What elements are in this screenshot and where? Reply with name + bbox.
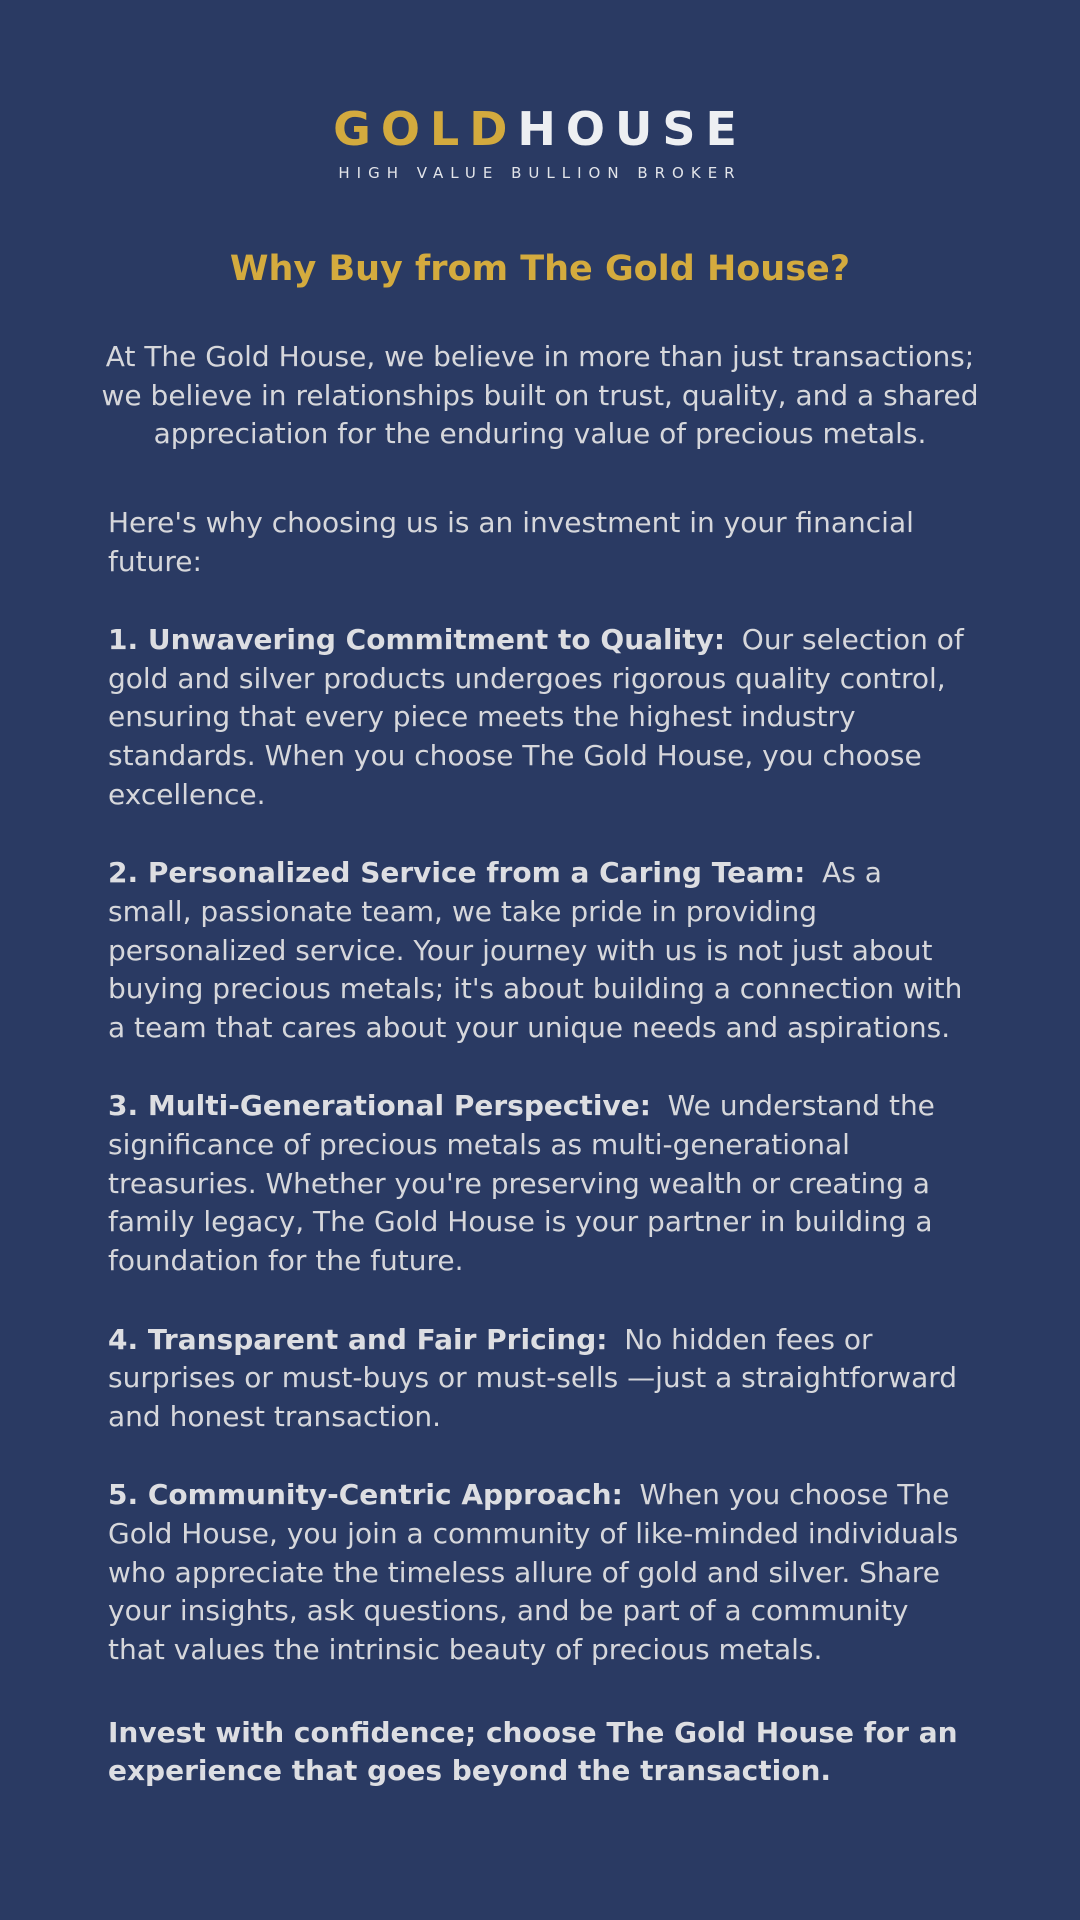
- brand-wordmark: [0, 102, 1080, 156]
- reason-1-label: 1. Unwavering Commitment to Quality:: [108, 623, 726, 657]
- reason-4-body: No hidden fees or surprises or must-buys or must-sells —just a straightforward and honest transaction.: [108, 1322, 958, 1433]
- reason-3-body: We understand the significance of precious metals as multi-generational treasuries. Whether you're preserving wealth or creating a family legacy, The Gold House is your partner in building a foundation for the future.: [108, 1089, 935, 1277]
- content-column: [0, 504, 1080, 1791]
- brand-logo: [0, 0, 1080, 182]
- logo-house-text: HOUSE: [517, 102, 747, 156]
- reason-5-body: When you choose The Gold House, you join a community of like-minded individuals who appreciate the timeless allure of gold and silver. Share your insights, ask questions, and be part of a community that values the intrinsic beauty of precious metals.: [108, 1478, 959, 1666]
- reason-item-1: [108, 621, 972, 814]
- logo-tagline: HIGH VALUE BULLION BROKER: [338, 164, 742, 182]
- reason-2-body: As a small, passionate team, we take pride in providing personalized service. Your journey with us is not just about buying precious metals; it's about building a connection with a team that cares about your unique needs and aspirations.: [108, 856, 963, 1044]
- reason-2-label: 2. Personalized Service from a Caring Team:: [108, 856, 806, 890]
- reason-3-label: 3. Multi-Generational Perspective:: [108, 1089, 651, 1123]
- closing-statement: Invest with confidence; choose The Gold House for an experience that goes beyond the transaction.: [108, 1715, 958, 1788]
- logo-gold-text: GOLD: [333, 102, 518, 156]
- reason-item-5: [108, 1476, 972, 1669]
- page-title: Why Buy from The Gold House?: [229, 249, 851, 289]
- reason-item-2: [108, 854, 972, 1047]
- intro-paragraph: At The Gold House, we believe in more than just transactions; we believe in relationships built on trust, quality, and a shared appreciation for the enduring value of precious metals.: [101, 340, 979, 451]
- lead-in-paragraph: Here's why choosing us is an investment in your financial future:: [108, 505, 914, 578]
- reason-1-body: Our selection of gold and silver products undergoes rigorous quality control, ensuring that every piece meets the highest industry standards. When you choose The Gold House, you choose excellence.: [108, 623, 964, 811]
- reason-4-label: 4. Transparent and Fair Pricing:: [108, 1322, 608, 1356]
- reason-item-3: [108, 1087, 972, 1280]
- reason-item-4: [108, 1321, 972, 1437]
- reason-5-label: 5. Community-Centric Approach:: [108, 1478, 623, 1512]
